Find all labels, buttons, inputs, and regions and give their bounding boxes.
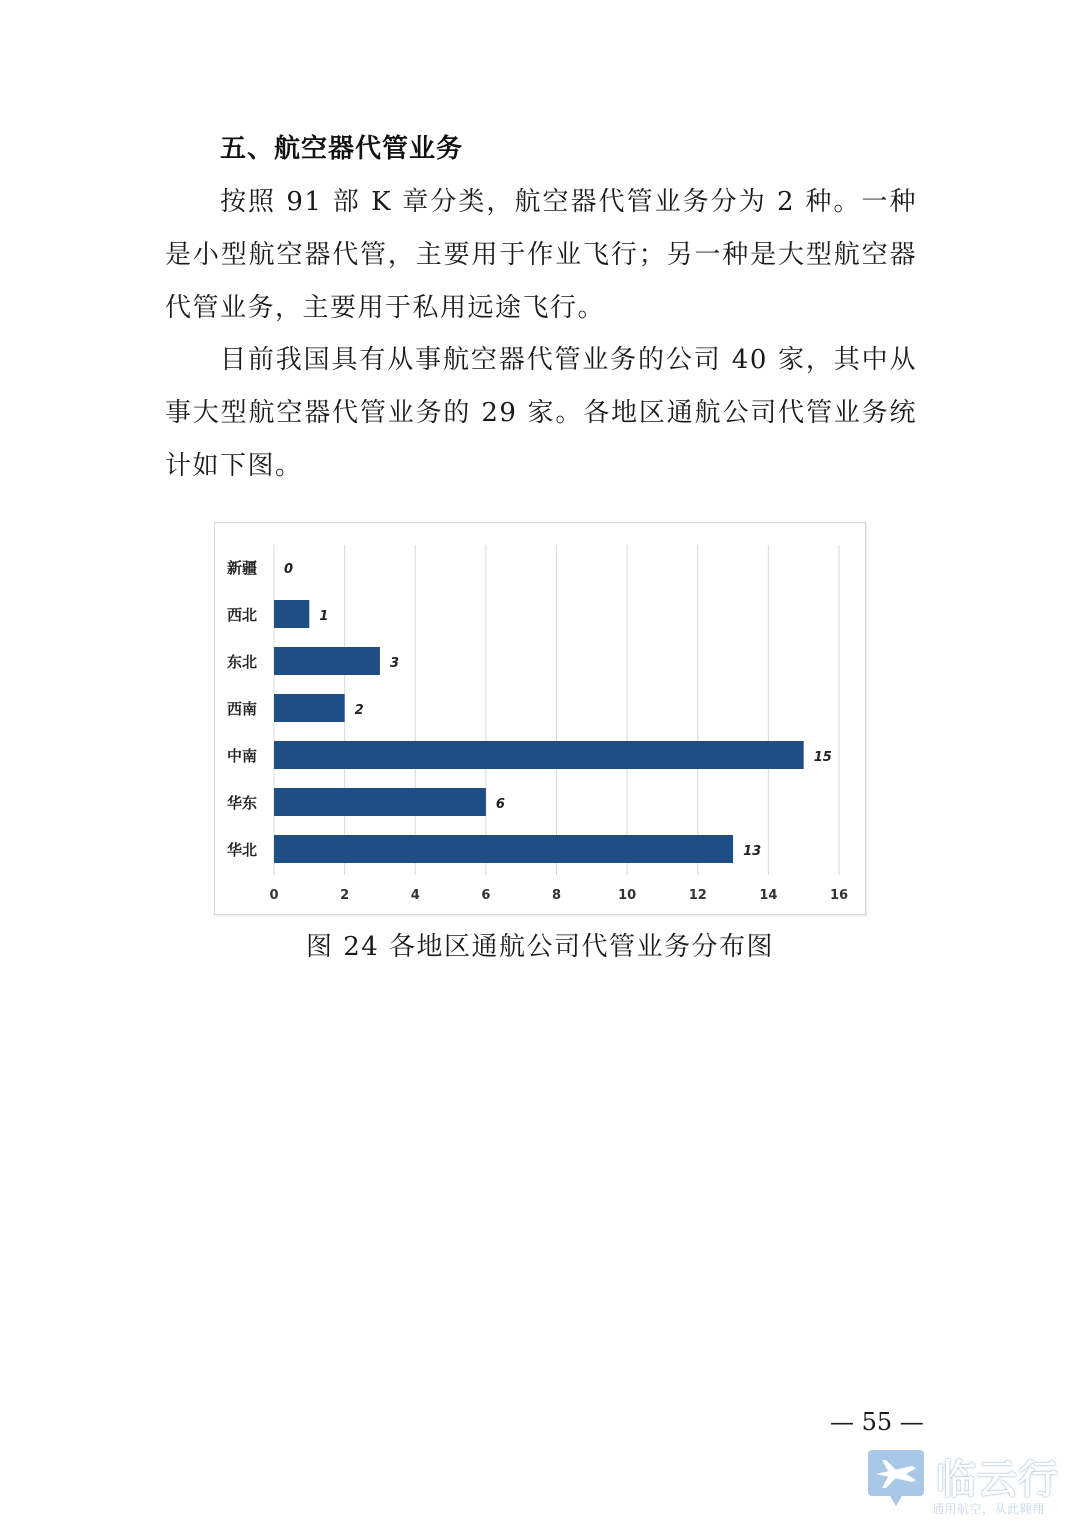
category-label: 西南 — [227, 700, 258, 718]
x-tick-label: 16 — [829, 888, 849, 903]
data-label: 6 — [495, 797, 505, 812]
figure-caption: 图 24 各地区通航公司代管业务分布图 — [305, 932, 775, 962]
bar-4 — [274, 741, 804, 769]
logo-subtitle: 通用航空，从此翱翔 — [932, 1502, 1045, 1516]
watermark-logo — [866, 1444, 1076, 1524]
bar-2 — [274, 647, 380, 675]
data-label: 13 — [743, 844, 762, 859]
bar-chart — [215, 523, 865, 914]
x-tick-label: 4 — [410, 888, 420, 903]
bar-5 — [274, 788, 486, 816]
data-label: 15 — [813, 750, 832, 765]
x-tick-label: 14 — [759, 888, 778, 903]
bar-6 — [274, 835, 733, 863]
category-label: 东北 — [227, 653, 258, 671]
logo-text: 临云行 — [936, 1457, 1059, 1503]
chart-frame — [214, 522, 866, 915]
x-tick-label: 2 — [340, 888, 350, 903]
airplane-logo-icon — [866, 1444, 926, 1510]
category-label: 西北 — [227, 606, 258, 624]
category-label: 新疆 — [227, 559, 258, 577]
data-label: 1 — [319, 609, 329, 624]
paragraph-2: 目前我国具有从事航空器代管业务的公司 40 家，其中从事大型航空器代管业务的 29 家。各地区通航公司代管业务统计如下图。 — [165, 345, 917, 481]
category-label: 华东 — [227, 794, 258, 812]
x-tick-label: 10 — [618, 888, 637, 903]
x-tick-label: 6 — [481, 888, 491, 903]
bar-3 — [274, 694, 345, 722]
data-label: 2 — [354, 703, 364, 718]
x-tick-label: 0 — [269, 888, 279, 903]
paragraph-1: 按照 91 部 K 章分类，航空器代管业务分为 2 种。一种是小型航空器代管，主要用于作业飞行；另一种是大型航空器代管业务，主要用于私用远途飞行。 — [165, 187, 917, 323]
data-label: 3 — [389, 656, 399, 671]
x-tick-label: 8 — [551, 888, 562, 903]
category-label: 中南 — [227, 747, 258, 765]
page-number: — 55 — — [830, 1408, 924, 1436]
x-tick-label: 12 — [688, 888, 707, 903]
section-heading: 五、航空器代管业务 — [220, 134, 464, 164]
category-label: 华北 — [227, 841, 258, 859]
data-label: 0 — [284, 562, 294, 577]
bar-1 — [274, 600, 309, 628]
